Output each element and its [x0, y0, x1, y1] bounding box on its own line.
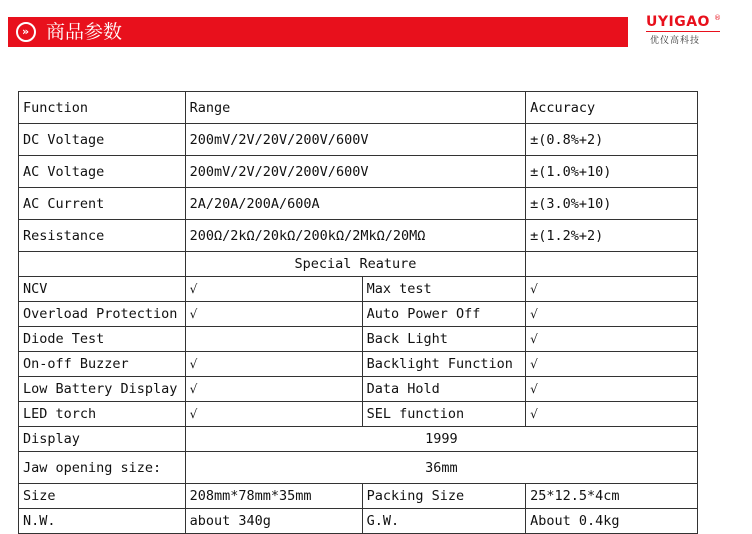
- feature-label: Overload Protection: [19, 302, 186, 327]
- col-header-function: Function: [19, 92, 186, 124]
- feature-label: Auto Power Off: [362, 302, 526, 327]
- check-mark: √: [526, 277, 698, 302]
- logo-divider: [646, 31, 720, 32]
- table-row: [19, 220, 698, 252]
- brand-name: UYIGAO: [646, 14, 710, 30]
- check-mark: √: [526, 402, 698, 427]
- check-mark: √: [526, 327, 698, 352]
- spec-value: 1999: [185, 427, 697, 452]
- function-cell: DC Voltage: [19, 124, 186, 156]
- function-cell: AC Voltage: [19, 156, 186, 188]
- spec-table: [18, 91, 698, 534]
- spec-label: N.W.: [19, 509, 186, 534]
- range-cell: 200Ω/2kΩ/20kΩ/200kΩ/2MkΩ/20MΩ: [185, 220, 526, 252]
- spec-label: Jaw opening size:: [19, 452, 186, 484]
- function-cell: AC Current: [19, 188, 186, 220]
- table-row: [19, 188, 698, 220]
- table-header-row: [19, 92, 698, 124]
- table-row: [19, 402, 698, 427]
- double-chevron-right-icon: »: [16, 22, 36, 42]
- accuracy-cell: ±(3.0%+10): [526, 188, 698, 220]
- feature-label: Back Light: [362, 327, 526, 352]
- spec-value: 25*12.5*4cm: [526, 484, 698, 509]
- brand-subtitle: 优仪高科技: [650, 36, 701, 46]
- feature-label: LED torch: [19, 402, 186, 427]
- check-mark: √: [185, 352, 362, 377]
- check-mark: √: [526, 377, 698, 402]
- col-header-range: Range: [185, 92, 526, 124]
- range-cell: 2A/20A/200A/600A: [185, 188, 526, 220]
- header-banner: [0, 0, 752, 52]
- spec-value: 208mm*78mm*35mm: [185, 484, 362, 509]
- table-row: [19, 277, 698, 302]
- feature-header: Special Reature: [185, 252, 526, 277]
- accuracy-cell: ±(0.8%+2): [526, 124, 698, 156]
- table-row: [19, 156, 698, 188]
- check-mark: √: [185, 377, 362, 402]
- spec-label: G.W.: [362, 509, 526, 534]
- table-row: [19, 484, 698, 509]
- spec-label: Size: [19, 484, 186, 509]
- brand-registered-mark: ®: [714, 14, 721, 22]
- feature-label: Data Hold: [362, 377, 526, 402]
- spec-value: about 340g: [185, 509, 362, 534]
- feature-label: On-off Buzzer: [19, 352, 186, 377]
- accuracy-cell: ±(1.2%+2): [526, 220, 698, 252]
- function-cell: Resistance: [19, 220, 186, 252]
- feature-label: Low Battery Display: [19, 377, 186, 402]
- feature-label: NCV: [19, 277, 186, 302]
- table-row: [19, 509, 698, 534]
- feature-header-row: [19, 252, 698, 277]
- table-row: [19, 327, 698, 352]
- check-mark: √: [185, 277, 362, 302]
- feature-label: Backlight Function: [362, 352, 526, 377]
- check-mark: [185, 327, 362, 352]
- col-header-accuracy: Accuracy: [526, 92, 698, 124]
- range-cell: 200mV/2V/20V/200V/600V: [185, 156, 526, 188]
- spec-value: About 0.4kg: [526, 509, 698, 534]
- check-mark: √: [185, 402, 362, 427]
- section-title: 商品参数: [46, 21, 123, 43]
- accuracy-cell: ±(1.0%+10): [526, 156, 698, 188]
- feature-label: Max test: [362, 277, 526, 302]
- feature-label: Diode Test: [19, 327, 186, 352]
- brand-logo: [646, 14, 722, 50]
- feature-label: SEL function: [362, 402, 526, 427]
- table-row: [19, 452, 698, 484]
- table-row: [19, 352, 698, 377]
- table-row: [19, 302, 698, 327]
- table-row: [19, 377, 698, 402]
- spec-value: 36mm: [185, 452, 697, 484]
- check-mark: √: [185, 302, 362, 327]
- spec-label: Display: [19, 427, 186, 452]
- spec-label: Packing Size: [362, 484, 526, 509]
- check-mark: √: [526, 352, 698, 377]
- table-row: [19, 427, 698, 452]
- range-cell: 200mV/2V/20V/200V/600V: [185, 124, 526, 156]
- check-mark: √: [526, 302, 698, 327]
- table-row: [19, 124, 698, 156]
